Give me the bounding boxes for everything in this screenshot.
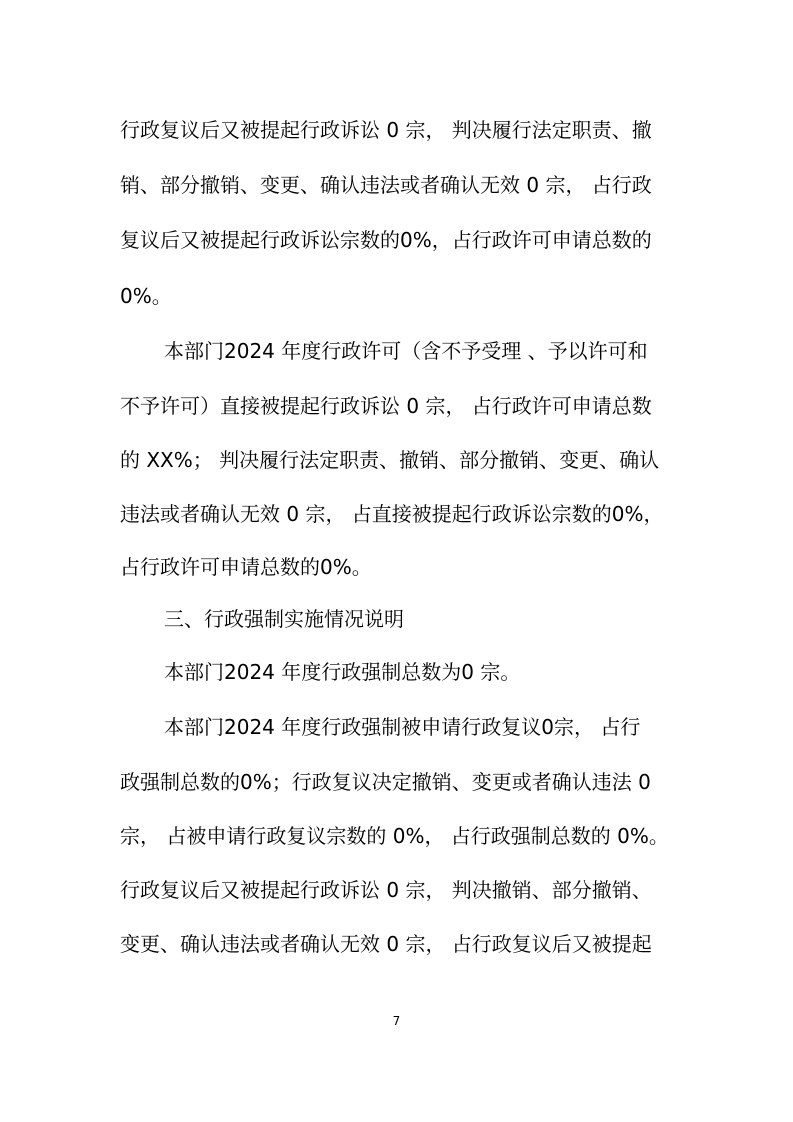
text-line: 的 XX%； 判决履行法定职责、撤销、部分撤销、变更、确认 [120,448,660,472]
text-line: 本部门2024 年度行政强制被申请行政复议0宗， 占行 [164,715,641,739]
text-line: 不予许可）直接被提起行政诉讼 0 宗， 占行政许可申请总数 [120,394,652,418]
text-line: 0%。 [120,284,172,308]
text-line: 政强制总数的0%；行政复议决定撤销、变更或者确认违法 0 [120,770,651,794]
text-line: 宗， 占被申请行政复议宗数的 0%， 占行政强制总数的 0%。 [120,824,669,848]
text-line: 本部门2024 年度行政强制总数为0 宗。 [164,660,521,684]
text-line: 销、部分撤销、变更、确认违法或者确认无效 0 宗， 占行政 [120,173,652,197]
page-number: 7 [392,1014,401,1028]
text-line: 违法或者确认无效 0 宗， 占直接被提起行政诉讼宗数的0%， [120,502,664,526]
text-line: 变更、确认违法或者确认无效 0 宗， 占行政复议后又被提起 [120,932,652,956]
text-line: 复议后又被提起行政诉讼宗数的0%，占行政许可申请总数的 [120,228,652,252]
text-line: 行政复议后又被提起行政诉讼 0 宗， 判决履行法定职责、撤 [120,118,652,142]
section-heading-enforcement: 三、行政强制实施情况说明 [164,607,404,631]
text-line: 行政复议后又被提起行政诉讼 0 宗， 判决撤销、部分撤销、 [120,878,652,902]
text-line: 占行政许可申请总数的0%。 [120,555,372,579]
text-line: 本部门2024 年度行政许可（含不予受理 、予以许可和 [164,339,648,363]
